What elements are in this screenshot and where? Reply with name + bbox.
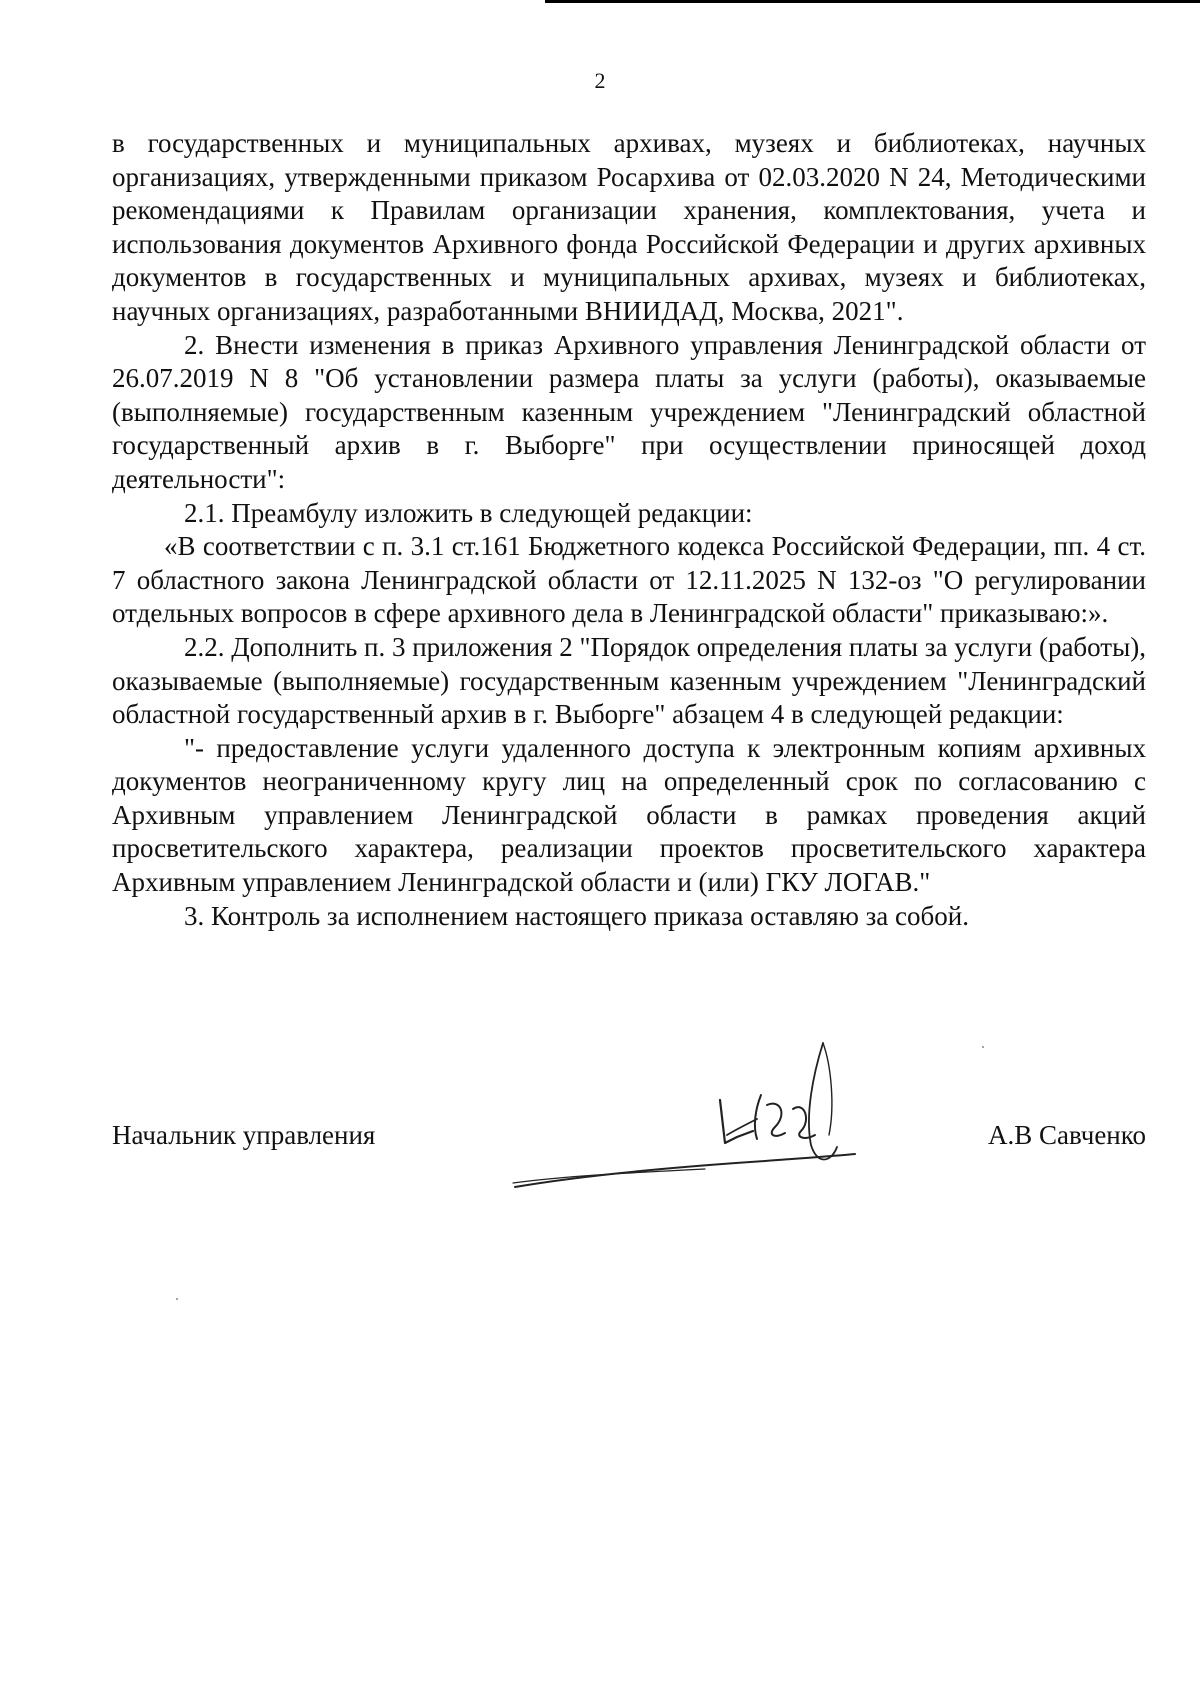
signature-stroke-3	[755, 1095, 761, 1139]
signer-position: Начальник управления	[112, 1120, 376, 1150]
page-number: 2	[594, 68, 606, 93]
handwritten-signature	[505, 1035, 885, 1195]
scan-speck	[982, 1046, 984, 1048]
paragraph-item-3: 3. Контроль за исполнением настоящего приказа оставляю за собой.	[184, 900, 969, 931]
signature-stroke-7	[823, 1043, 832, 1135]
scan-speck	[176, 1298, 178, 1300]
paragraph-amendment-quote: "- предоставление услуги удаленного доступа к электронным копиям архивных документов неограниченному кругу лиц на определенный срок по согласованию с Архивным управлением Ленинградской области в рамках проведения акций просветительского характера, реализации проектов просветительского характера Архивным управлением Ленинградской области и (или) ГКУ ЛОГАВ."	[112, 732, 1146, 898]
signature-underline-stroke-2	[513, 1169, 705, 1183]
signature-stroke-6	[809, 1043, 837, 1160]
scan-border-line	[545, 0, 1200, 3]
document-body	[112, 127, 1146, 933]
paragraph-continuation: в государственных и муниципальных архивах, музеях и библиотеках, научных организациях, утвержденными приказом Росархива от 02.03.2020 N 24, Методическими рекомендациями к Правилам организации хранения, комплектования, учета и использования документов Архивного фонда Российской Федерации и других архивных документов в государственных и муниципальных архивах, музеях и библиотеках, научных организациях, разработанными ВНИИДАД, Москва, 2021".	[112, 128, 1146, 326]
signer-name: А.В Савченко	[988, 1120, 1146, 1150]
paragraph-item-2-2: 2.2. Дополнить п. 3 приложения 2 "Порядок определения платы за услуги (работы), оказываемые (выполняемые) государственным казенным учреждением "Ленинградский областной государственный архив в г. Выборге" абзацем 4 в следующей редакции:	[112, 631, 1146, 730]
paragraph-preamble-quote: «В соответствии с п. 3.1 ст.161 Бюджетного кодекса Российской Федерации, пп. 4 ст. 7 областного закона Ленинградской области от 12.11.2025 N 132-оз "О регулировании отдельных вопросов в сфере архивного дела в Ленинградской области" приказываю:».	[112, 531, 1146, 629]
signature-stroke-5	[793, 1107, 815, 1138]
signature-stroke-2	[727, 1119, 757, 1135]
paragraph-item-2: 2. Внести изменения в приказ Архивного управления Ленинградской области от 26.07.2019 N 8 "Об установлении размера платы за услуги (работы), оказываемые (выполняемые) государственным казенным учреждением "Ленинградский областной государственный архив в г. Выборге" при осуществлении приносящей доход деятельности":	[112, 329, 1146, 494]
signature-stroke-4	[767, 1104, 785, 1136]
paragraph-item-2-1: 2.1. Преамбулу изложить в следующей редакции:	[184, 497, 753, 528]
signature-stroke-1	[720, 1100, 753, 1143]
